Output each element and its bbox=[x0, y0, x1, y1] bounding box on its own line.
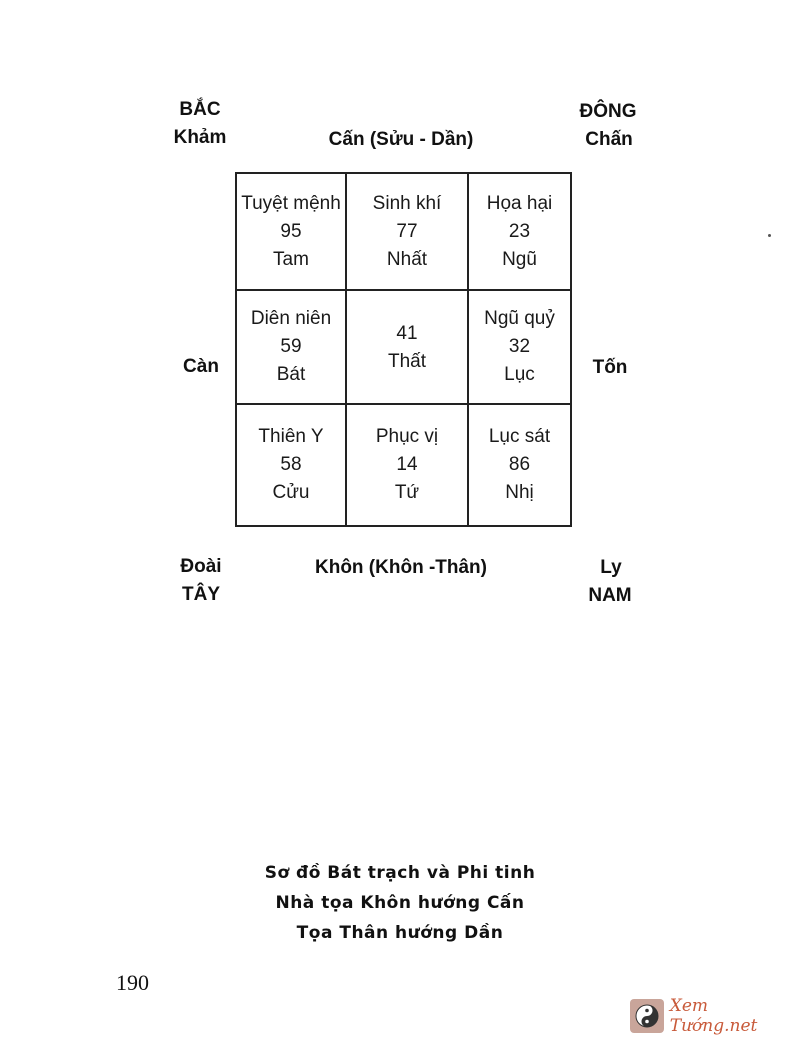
direction-east: ĐÔNG bbox=[579, 101, 637, 122]
star-number: 86 bbox=[508, 454, 531, 475]
flying-star: Tam bbox=[273, 248, 309, 270]
grid-cell-center bbox=[347, 291, 469, 405]
star-number: 14 bbox=[396, 454, 418, 475]
star-name: Tuyệt mệnh bbox=[241, 192, 341, 214]
trigram-chan: Chấn bbox=[585, 129, 633, 150]
star-number: 58 bbox=[280, 454, 302, 475]
caption-line-1: Sơ đồ Bát trạch và Phi tinh bbox=[264, 863, 536, 883]
star-name: Lục sát bbox=[488, 426, 551, 447]
watermark-text: Xem Tướng.net bbox=[669, 996, 758, 1036]
grid-cell-middle-right bbox=[469, 291, 570, 405]
star-name: Thiên Y bbox=[258, 426, 324, 447]
trigram-ly: Ly bbox=[600, 557, 622, 578]
star-name: Ngũ quỷ bbox=[484, 308, 555, 329]
figure-caption bbox=[265, 858, 536, 948]
star-name: Phục vị bbox=[375, 426, 439, 447]
flying-star: Lục bbox=[504, 364, 535, 385]
grid-cell-top-left bbox=[237, 174, 347, 291]
page-number: 190 bbox=[116, 970, 149, 995]
trigram-kham: Khảm bbox=[173, 127, 227, 148]
watermark bbox=[630, 996, 800, 1036]
star-number: 59 bbox=[280, 336, 302, 357]
direction-south: NAM bbox=[588, 585, 632, 606]
grid-cell-bottom-right bbox=[469, 405, 570, 525]
star-name: Sinh khí bbox=[372, 192, 442, 214]
star-number: 77 bbox=[396, 220, 418, 242]
caption-line-3: Tọa Thân hướng Dần bbox=[296, 923, 504, 943]
caption-line-2: Nhà tọa Khôn hướng Cấn bbox=[275, 893, 525, 913]
flying-star: Bát bbox=[276, 364, 306, 385]
grid-cell-top-right bbox=[469, 174, 570, 291]
bat-trach-grid bbox=[235, 172, 572, 527]
star-number: 23 bbox=[508, 220, 531, 242]
grid-cell-bottom-left bbox=[237, 405, 347, 525]
grid-cell-bottom-center bbox=[347, 405, 469, 525]
flying-star: Tứ bbox=[394, 482, 420, 503]
star-name: Diên niên bbox=[250, 308, 332, 329]
trigram-khon-bottom: Khôn (Khôn -Thân) bbox=[314, 557, 488, 578]
direction-west: TÂY bbox=[182, 584, 220, 605]
grid-cell-middle-left bbox=[237, 291, 347, 405]
yin-yang-icon bbox=[630, 999, 664, 1033]
trigram-can-left: Càn bbox=[183, 356, 219, 377]
grid-cell-top-center bbox=[347, 174, 469, 291]
flying-star: Nhất bbox=[386, 248, 428, 270]
flying-star: Cửu bbox=[272, 482, 310, 503]
flying-star: Thất bbox=[387, 351, 427, 372]
star-number: 95 bbox=[280, 220, 302, 242]
trigram-doai: Đoài bbox=[180, 556, 222, 577]
trigram-can-top: Cấn (Sửu - Dần) bbox=[328, 129, 474, 150]
star-number: 32 bbox=[508, 336, 531, 357]
direction-north: BẮC bbox=[179, 99, 221, 120]
flying-star: Nhị bbox=[505, 482, 534, 503]
scan-speck bbox=[768, 234, 771, 237]
star-number: 41 bbox=[396, 323, 418, 344]
flying-star: Ngũ bbox=[502, 248, 537, 270]
star-name: Họa hại bbox=[486, 192, 553, 214]
trigram-ton: Tốn bbox=[592, 357, 628, 378]
